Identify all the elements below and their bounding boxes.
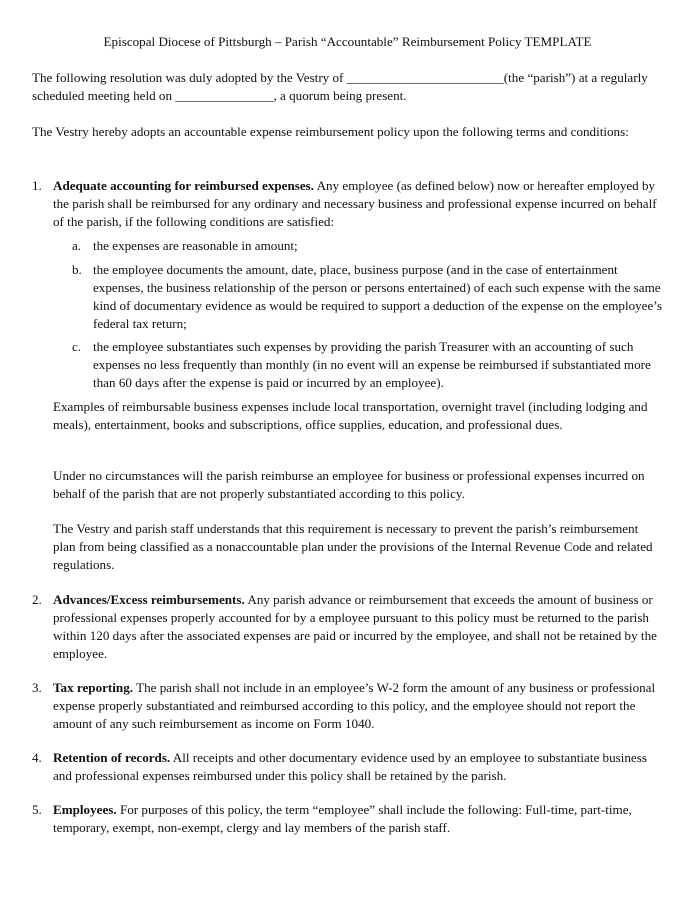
item-heading: Advances/Excess reimbursements. (53, 592, 245, 607)
subitem-letter: b. (72, 262, 82, 277)
item-body: Any employee (as defined below) now or hereafter employed by the parish shall be reimbursed for any ordinary and necessary business and professional expense incurred on behalf of the parish, if the following conditions are satisfied: (53, 178, 657, 229)
substantiation-paragraph: Under no circumstances will the parish reimburse an employee for business or professional expenses incurred on behalf of the parish that are not properly substantiated according to this policy. (53, 468, 645, 501)
item-heading: Retention of records. (53, 750, 171, 765)
examples-paragraph: Examples of reimbursable business expenses include local transportation, overnight travel (including lodging and meals), entertainment, books and subscriptions, office supplies, education, and professional dues. (53, 399, 648, 432)
item-text (53, 749, 663, 785)
intro-paragraph-resolution: The following resolution was duly adopted by the Vestry of ________________________(the “parish”) at a regularly scheduled meeting held on _______________, a quorum being present. (32, 70, 648, 103)
item-text (53, 177, 663, 231)
subitem-letter: a. (72, 238, 82, 253)
item-number: 3. (32, 680, 42, 695)
item-number: 1. (32, 178, 42, 193)
item-body: All receipts and other documentary evidence used by an employee to substantiate business and professional expenses reimbursed under this policy shall be retained by the parish. (53, 750, 647, 783)
item-body: The parish shall not include in an employee’s W-2 form the amount of any business or professional expense properly substantiated and reimbursed according to this policy, and the employee should not report the amount of any such reimbursement as income on Form 1040. (53, 680, 656, 731)
item-number: 5. (32, 802, 42, 817)
vestry-paragraph: The Vestry and parish staff understands that this requirement is necessary to prevent the parish’s reimbursement plan from being classified as a nonaccountable plan under the provisions of the Internal Revenue Code and related regulations. (53, 521, 653, 572)
item-text (53, 679, 663, 733)
item-number: 2. (32, 592, 42, 607)
subitem-text: the expenses are reasonable in amount; (93, 238, 298, 253)
item-heading: Employees. (53, 802, 117, 817)
item-text (53, 801, 663, 837)
subitem-text: the employee substantiates such expenses by providing the parish Treasurer with an accounting of such expenses no less frequently than monthly (in no event will an expense be reimbursed if substantiated more than 60 days after the expense is paid or incurred by an employee). (93, 339, 651, 390)
item-heading: Tax reporting. (53, 680, 134, 695)
document-title: Episcopal Diocese of Pittsburgh – Parish “Accountable” Reimbursement Policy TEMPLATE (103, 34, 592, 49)
item-number: 4. (32, 750, 42, 765)
item-text (53, 591, 663, 663)
subitem-text: the employee documents the amount, date, place, business purpose (and in the case of entertainment expenses, the business relationship of the person or persons entertained) of each such expense with the same kind of documentary evidence as would be required to support a deduction of the expense on the employee’s federal tax return; (93, 262, 663, 331)
intro-paragraph-adoption: The Vestry hereby adopts an accountable expense reimbursement policy upon the following terms and conditions: (32, 124, 629, 139)
item-body: For purposes of this policy, the term “employee” shall include the following: Full-time, part-time, temporary, exempt, non-exempt, clergy and lay members of the parish staff. (53, 802, 632, 835)
item-body: Any parish advance or reimbursement that exceeds the amount of business or professional expenses properly accounted for by a employee pursuant to this policy must be returned to the parish within 120 days after the associated expenses are paid or incurred by the employee, and shall not be retained by the employee. (53, 592, 657, 661)
item-heading: Adequate accounting for reimbursed expenses. (53, 178, 315, 193)
subitem-letter: c. (72, 339, 82, 354)
